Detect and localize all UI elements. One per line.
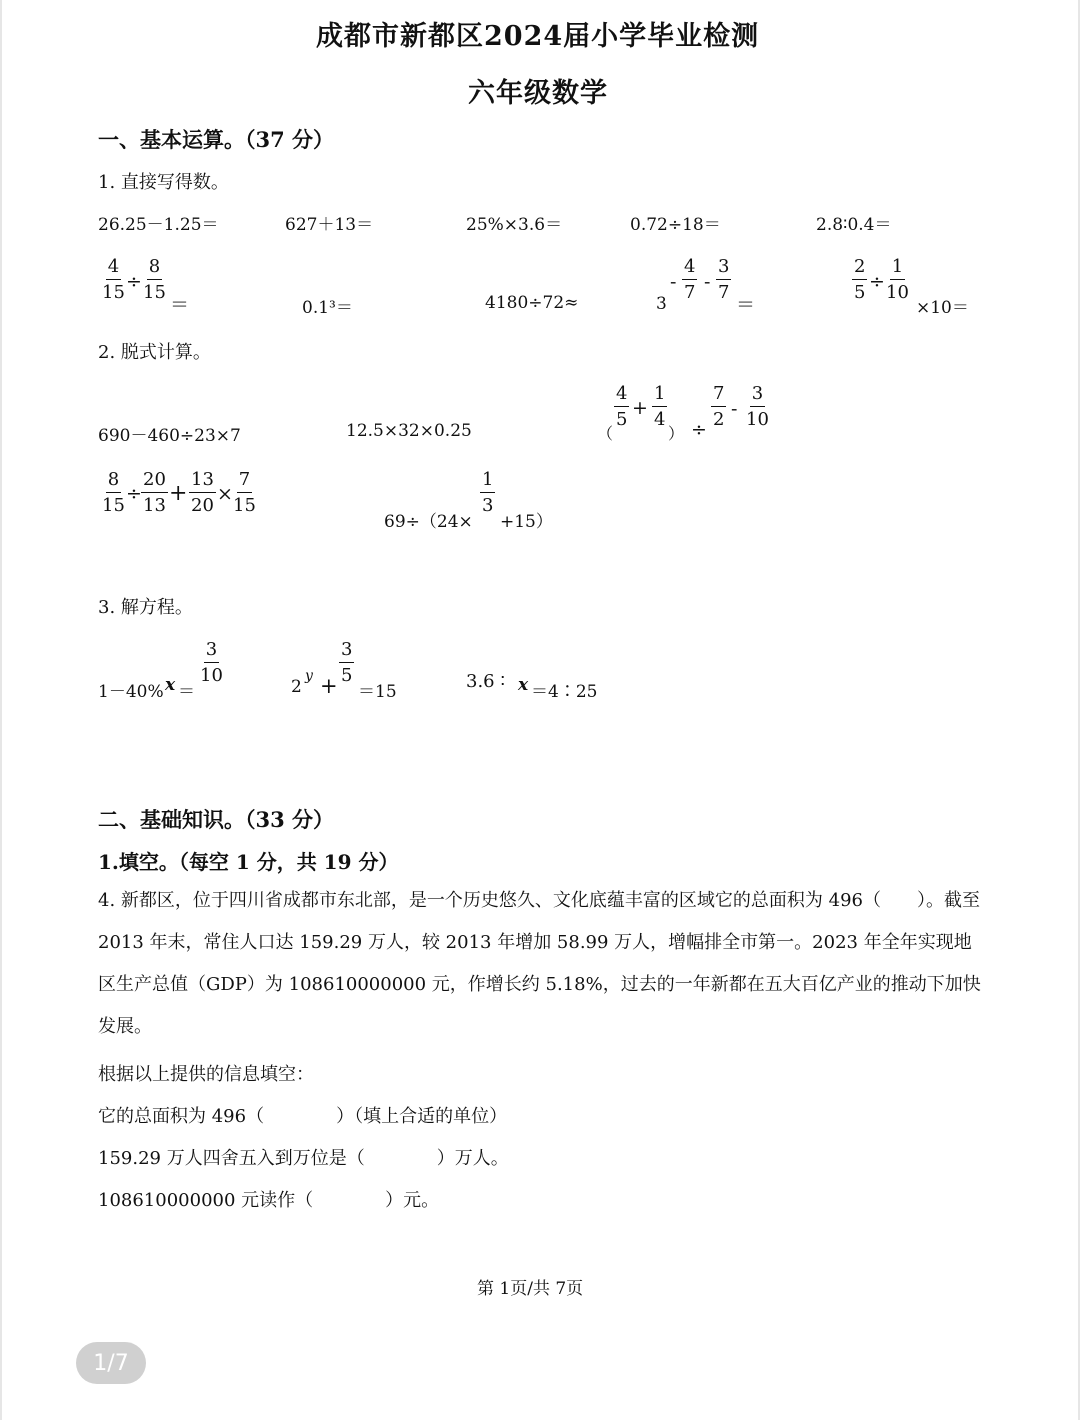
denominator: 4	[654, 409, 666, 430]
numerator: 1	[652, 385, 667, 407]
q1-r2d-whole: 3	[656, 294, 667, 314]
denominator: 20	[191, 495, 214, 516]
section2-subheading: 1.填空。（每空 1 分，共 19 分）	[98, 850, 399, 874]
q2-label: 2. 脱式计算。	[98, 342, 211, 363]
q3-eq2-fraction	[339, 641, 354, 685]
numerator: 1	[890, 258, 905, 280]
page-indicator[interactable]: 1/7	[76, 1342, 146, 1384]
q2-e3-fraction-3	[711, 385, 726, 429]
q1-r2a-fraction-2	[141, 258, 168, 302]
numerator: 4	[614, 385, 629, 407]
q1-r2e-op: ÷	[869, 271, 885, 293]
numerator: 20	[141, 471, 168, 493]
q1-row1-item-5: 2.8∶0.4＝	[816, 215, 892, 235]
numerator: 4	[106, 258, 121, 280]
q3-eq2-pre: 2	[291, 677, 302, 697]
q2-e4-fraction-4	[231, 471, 258, 515]
q2-e3-plus: +	[632, 397, 648, 419]
q2-e4-fraction-1	[100, 471, 127, 515]
q1-r2b: 0.1³＝	[302, 298, 353, 318]
denominator: 7	[684, 282, 696, 303]
numerator: 4	[682, 258, 697, 280]
page-footer: 第 1页/共 7页	[477, 1279, 584, 1299]
q2-e3-rparen: ）	[668, 424, 685, 443]
denominator: 5	[854, 282, 866, 303]
numerator: 8	[106, 471, 121, 493]
q2-e5-pre: 69÷（24×	[384, 512, 473, 532]
q1-r2e-fraction-2	[884, 258, 911, 302]
q1-r2d-minus-2: -	[704, 271, 711, 293]
denominator: 10	[746, 409, 769, 430]
q1-r2a-eq: ＝	[170, 294, 190, 316]
q2-e4-div: ÷	[126, 483, 142, 505]
numerator: 3	[204, 641, 219, 663]
q1-r2d-minus-1: -	[670, 271, 677, 293]
q2-e5-fraction	[480, 471, 495, 515]
denominator: 15	[143, 282, 166, 303]
q3-label: 3. 解方程。	[98, 597, 193, 618]
q1-r2c: 4180÷72≈	[485, 293, 579, 313]
numerator: 1	[480, 471, 495, 493]
denominator: 13	[143, 495, 166, 516]
denominator: 15	[102, 495, 125, 516]
section2-heading: 二、基础知识。（33 分）	[98, 807, 335, 832]
passage-paragraph: 4. 新都区，位于四川省成都市东北部，是一个历史悠久、文化底蕴丰富的区域它的总面积为 496（ ）。截至 2013 年末，常住人口达 159.29 万人，较 2013 年增加 58.99 万人，增幅排全市第一。2023 年全年实现地区生产总值（GDP）为 108610000000 元，作增长约 5.18%，过去的一年新都在五大百亿产业的推动下加快发展。	[98, 890, 981, 1037]
denominator: 2	[713, 409, 725, 430]
q2-e4-fraction-2	[141, 471, 168, 515]
numerator: 2	[852, 258, 867, 280]
denominator: 10	[200, 665, 223, 686]
q1-r2a-op: ÷	[126, 271, 142, 293]
q1-row1-item-3: 25%×3.6＝	[466, 215, 563, 235]
q3-eq2-plus: +	[320, 674, 338, 698]
q3-eq3-pre: 3.6 ∶	[466, 671, 506, 692]
numerator: 3	[339, 641, 354, 663]
q3-eq2-var: y	[305, 668, 313, 684]
q3-eq1-fraction	[198, 641, 225, 685]
q1-r2d-fraction-1	[682, 258, 697, 302]
q1-r2d-fraction-2	[716, 258, 731, 302]
q2-e3-fraction-2	[652, 385, 667, 429]
q3-eq2-post: ＝15	[358, 682, 397, 702]
denominator: 5	[341, 665, 353, 686]
denominator: 7	[718, 282, 730, 303]
document-subtitle: 六年级数学	[468, 78, 608, 109]
q2-expr-1: 690－460÷23×7	[98, 426, 241, 446]
q3-eq3-post: ＝4∶25	[531, 682, 598, 702]
q1-row1-item-2: 627＋13＝	[285, 215, 374, 235]
numerator: 3	[716, 258, 731, 280]
q2-e3-div: ÷	[691, 419, 707, 441]
denominator: 10	[886, 282, 909, 303]
numerator: 13	[189, 471, 216, 493]
q1-r2e-fraction-1	[852, 258, 867, 302]
fill-instruction: 根据以上提供的信息填空：	[98, 1064, 314, 1085]
q1-row1-item-4: 0.72÷18＝	[630, 215, 721, 235]
numerator: 3	[750, 385, 765, 407]
q2-e3-lparen: （	[597, 424, 614, 443]
q2-e3-fraction-4	[744, 385, 771, 429]
numerator: 7	[237, 471, 252, 493]
document-title: 成都市新都区2024届小学毕业检测	[316, 21, 760, 52]
q2-e4-times: ×	[217, 483, 233, 505]
numerator: 7	[711, 385, 726, 407]
q3-eq1-var: x	[165, 675, 176, 695]
q2-e5-post: +15）	[500, 512, 553, 532]
q2-expr-2: 12.5×32×0.25	[346, 421, 472, 441]
q1-r2d-eq: ＝	[736, 294, 756, 316]
page-edge-left	[0, 0, 2, 1420]
q3-eq3-var: x	[518, 675, 529, 695]
q2-e4-plus: +	[169, 481, 188, 506]
fill-blank-2: 159.29 万人四舍五入到万位是（ ）万人。	[98, 1148, 509, 1169]
q1-r2e-tail: ×10＝	[916, 298, 969, 318]
denominator: 5	[616, 409, 628, 430]
q1-label: 1. 直接写得数。	[98, 172, 229, 193]
numerator: 8	[147, 258, 162, 280]
denominator: 15	[102, 282, 125, 303]
section1-heading: 一、基本运算。（37 分）	[98, 127, 335, 152]
q3-eq1-pre: 1－40%	[98, 682, 164, 702]
q2-e3-minus: -	[731, 398, 738, 420]
fill-blank-1: 它的总面积为 496（ ）（填上合适的单位）	[98, 1106, 508, 1127]
denominator: 3	[482, 495, 494, 516]
q2-e4-fraction-3	[189, 471, 216, 515]
q2-e3-fraction-1	[614, 385, 629, 429]
q1-row1-item-1: 26.25－1.25＝	[98, 215, 219, 235]
denominator: 15	[233, 495, 256, 516]
q1-r2a-fraction-1	[100, 258, 127, 302]
q3-eq1-eq: ＝	[178, 682, 195, 702]
fill-blank-3: 108610000000 元读作（ ）元。	[98, 1190, 440, 1211]
